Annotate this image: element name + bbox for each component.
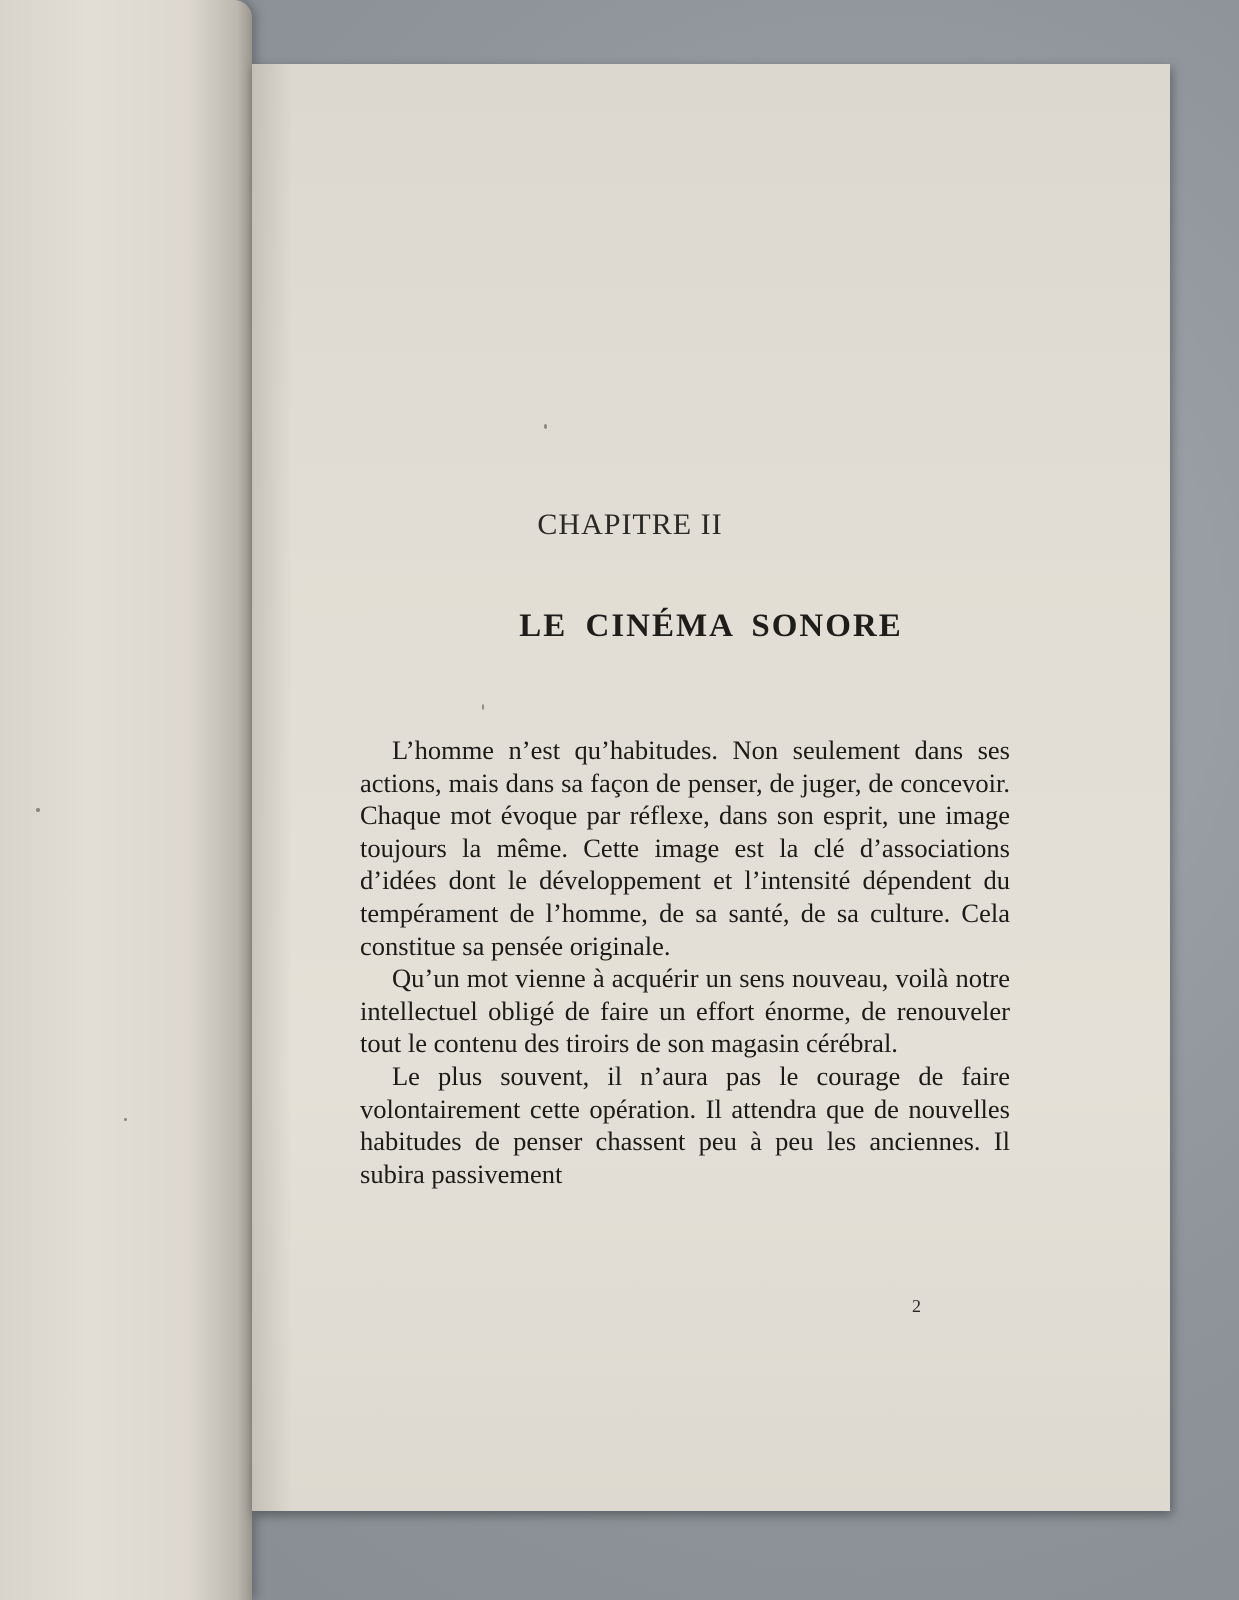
paragraph: L’homme n’est qu’habitudes. Non seulement dans ses actions, mais dans sa façon de penser, de juger, de concevoir. Chaque mot évoque par réflexe, dans son esprit, une image toujours la même. Cette image est la clé d’associations d’idées dont le développement et l’intensité dépendent du tempérament de l’homme, de sa santé, de sa culture. Cela constitue sa pensée originale.	[360, 735, 1010, 961]
paper-speck	[36, 808, 40, 812]
chapter-title: LE CINÉMA SONORE	[519, 608, 903, 644]
paragraph: Le plus souvent, il n’aura pas le courage de faire volontairement cette opération. Il attendra que de nouvelles habitudes de penser chassent peu à peu les anciennes. Il subira passivement	[360, 1060, 1010, 1189]
chapter-label: CHAPITRE II	[537, 508, 723, 541]
paper-speck	[544, 424, 547, 429]
previous-page-edge	[0, 0, 252, 1600]
paper-speck	[124, 1118, 127, 1121]
page-number: 2	[912, 1296, 921, 1316]
paper-speck	[482, 704, 484, 710]
paragraph: Qu’un mot vienne à acquérir un sens nouveau, voilà notre intellectuel obligé de faire un effort énorme, de renouveler tout le contenu des tiroirs de son magasin cérébral.	[360, 963, 1010, 1059]
book-page	[252, 64, 1170, 1511]
body-text	[360, 734, 1010, 1190]
